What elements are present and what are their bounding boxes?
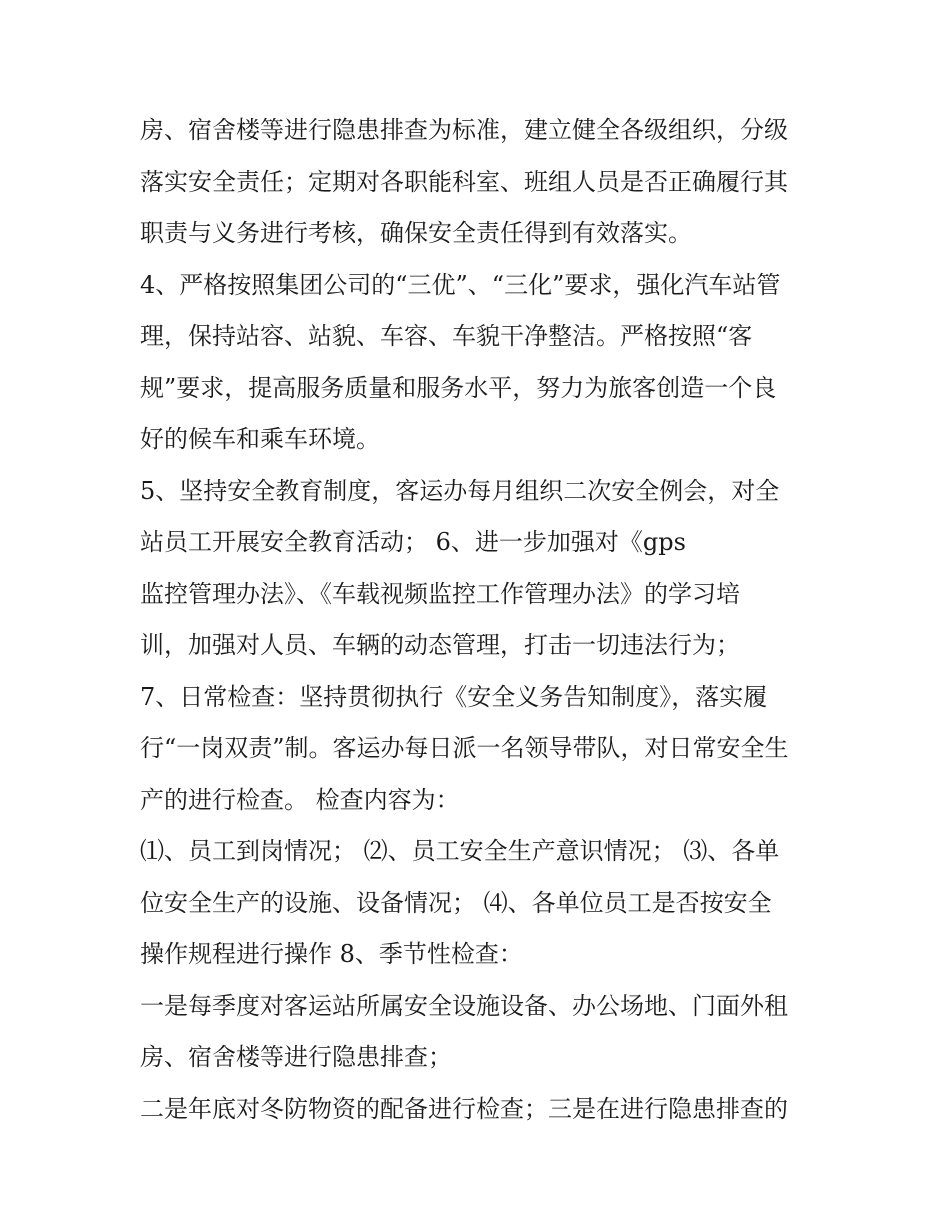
text-line: 职责与义务进行考核，确保安全责任得到有效落实。 <box>140 219 692 247</box>
text-line: 好的候车和乘车环境。 <box>140 425 380 453</box>
text-line: 5、坚持安全教育制度，客运办每月组织二次安全例会，对全 <box>140 476 780 505</box>
text-line: 位安全生产的设施、设备情况； ⑷、各单位员工是否按安全 <box>140 888 772 917</box>
text-line: 二是年底对冬防物资的配备进行检查；三是在进行隐患排查的 <box>140 1094 788 1123</box>
body-text <box>140 109 820 1139</box>
text-line: 房、宿舍楼等进行隐患排查； <box>140 1043 452 1071</box>
text-line: 监控管理办法》、《车载视频监控工作管理办法》的学习培 <box>140 579 740 608</box>
text-line: 一是每季度对客运站所属安全设施设备、办公场地、门面外租 <box>140 991 788 1020</box>
text-line: 落实安全责任；定期对各职能科室、班组人员是否正确履行其 <box>140 167 788 196</box>
text-line: 规”要求，提高服务质量和服务水平，努力为旅客创造一个良 <box>140 373 777 402</box>
text-line: 理，保持站容、站貌、车容、车貌干净整洁。严格按照“客 <box>140 322 753 350</box>
text-line: 房、宿舍楼等进行隐患排查为标准，建立健全各级组织，分级 <box>140 116 788 144</box>
text-line: 行“一岗双责”制。客运办每日派一名领导带队，对日常安全生 <box>140 734 789 762</box>
text-line: 训，加强对人员、车辆的动态管理，打击一切违法行为； <box>140 631 740 659</box>
text-line: 站员工开展安全教育活动； 6、进一步加强对《gps <box>140 528 686 556</box>
text-line: 操作规程进行操作 8、季节性检查： <box>140 940 523 968</box>
text-line: 产的进行检查。 检查内容为： <box>140 785 460 814</box>
text-line: 7、日常检查：坚持贯彻执行《安全义务告知制度》，落实履 <box>140 682 768 711</box>
text-line: 4、严格按照集团公司的“三优”、“三化”要求，强化汽车站管 <box>140 270 781 299</box>
text-line: ⑴、员工到岗情况； ⑵、员工安全生产意识情况； ⑶、各单 <box>140 837 780 865</box>
